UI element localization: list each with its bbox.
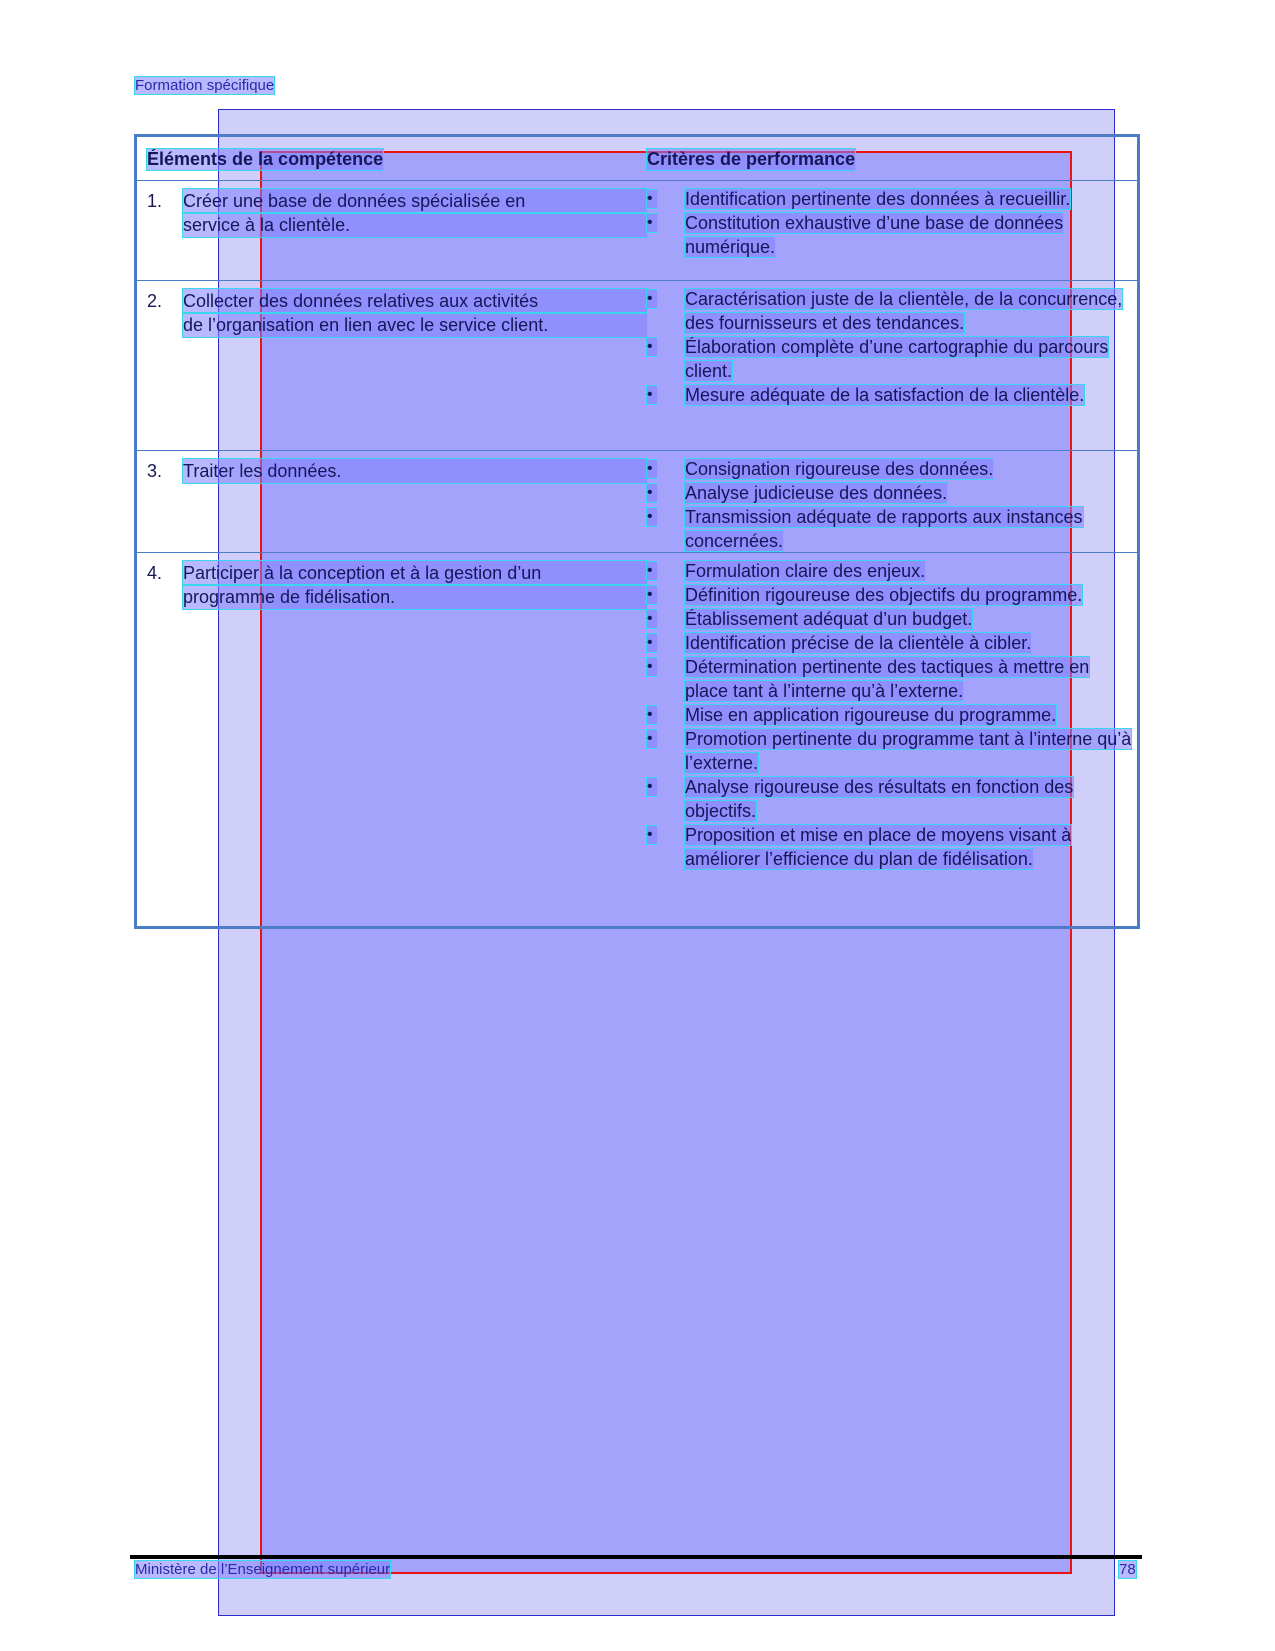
criterion-text: Formulation claire des enjeux. [685, 561, 926, 581]
bullet-icon: • [647, 508, 657, 526]
criterion-item [647, 457, 1137, 481]
criterion-item [647, 559, 1137, 583]
criterion-text: Analyse judicieuse des données. [685, 483, 948, 503]
bullet-icon: • [647, 826, 657, 844]
criterion-text: Identification précise de la clientèle à cibler. [685, 633, 1032, 653]
criterion-item [647, 287, 1137, 335]
bullet-icon: • [647, 730, 657, 748]
bullet-icon: • [647, 634, 657, 652]
criterion-item [647, 505, 1137, 553]
table-row [137, 281, 1137, 451]
criterion-item [647, 775, 1137, 823]
criterion-text: Détermination pertinente des tactiques à mettre en place tant à l’interne qu’à l’externe. [685, 657, 1090, 701]
criterion-text: Promotion pertinente du programme tant à l’interne qu’à l’externe. [685, 729, 1132, 773]
table-row [137, 181, 1137, 281]
criteria-list [647, 559, 1137, 871]
bullet-icon: • [647, 386, 657, 404]
footer-rule [130, 1555, 1142, 1559]
bullet-icon: • [647, 484, 657, 502]
bullet-icon: • [647, 338, 657, 356]
bullet-icon: • [647, 562, 657, 580]
bullet-icon: • [647, 586, 657, 604]
element-text-line: de l’organisation en lien avec le service client. [183, 313, 647, 337]
element-cell [147, 459, 647, 483]
criterion-text: Proposition et mise en place de moyens visant à améliorer l’efficience du plan de fidélisation. [685, 825, 1072, 869]
criteria-list [647, 457, 1137, 553]
criterion-text: Identification pertinente des données à recueillir. [685, 189, 1071, 209]
column-header-criteria: Critères de performance [647, 149, 856, 169]
criterion-text: Constitution exhaustive d’une base de données numérique. [685, 213, 1064, 257]
element-number: 4. [147, 563, 163, 583]
element-number: 3. [147, 461, 163, 481]
criterion-item [647, 655, 1137, 703]
criterion-item [647, 383, 1137, 407]
criterion-text: Mesure adéquate de la satisfaction de la clientèle. [685, 385, 1085, 405]
element-text-line: Collecter des données relatives aux activités [183, 289, 647, 313]
element-number: 2. [147, 291, 163, 311]
criterion-item [647, 481, 1137, 505]
criterion-item [647, 335, 1137, 383]
bullet-icon: • [647, 190, 657, 208]
criterion-text: Analyse rigoureuse des résultats en fonction des objectifs. [685, 777, 1074, 821]
table-row [137, 553, 1137, 923]
criterion-text: Transmission adéquate de rapports aux instances concernées. [685, 507, 1083, 551]
element-cell [147, 189, 647, 237]
footer-ministry: Ministère de l’Enseignement supérieur [135, 1561, 391, 1578]
element-cell [147, 289, 647, 337]
criterion-item [647, 703, 1137, 727]
bullet-icon: • [647, 658, 657, 676]
element-text-line: Créer une base de données spécialisée en [183, 189, 647, 213]
criterion-item [647, 823, 1137, 871]
column-header-elements: Éléments de la compétence [147, 149, 384, 169]
bullet-icon: • [647, 290, 657, 308]
criteria-list [647, 287, 1137, 407]
page-number: 78 [1119, 1561, 1136, 1578]
criterion-item [647, 727, 1137, 775]
criterion-text: Établissement adéquat d’un budget. [685, 609, 973, 629]
running-header: Formation spécifique [135, 77, 275, 94]
element-text-line: Participer à la conception et à la gestion d’un [183, 561, 647, 585]
bullet-icon: • [647, 214, 657, 232]
criteria-list [647, 187, 1137, 259]
criterion-item [647, 211, 1137, 259]
bullet-icon: • [647, 460, 657, 478]
criterion-item [647, 607, 1137, 631]
criterion-text: Caractérisation juste de la clientèle, de la concurrence, des fournisseurs et des tendances. [685, 289, 1123, 333]
element-text-line: service à la clientèle. [183, 213, 647, 237]
element-text-line: Traiter les données. [183, 459, 647, 483]
criterion-item [647, 631, 1137, 655]
criterion-text: Mise en application rigoureuse du programme. [685, 705, 1057, 725]
criterion-text: Consignation rigoureuse des données. [685, 459, 994, 479]
competence-table [134, 134, 1140, 929]
bullet-icon: • [647, 778, 657, 796]
bullet-icon: • [647, 706, 657, 724]
table-header-row [137, 137, 1137, 181]
bullet-icon: • [647, 610, 657, 628]
element-text-line: programme de fidélisation. [183, 585, 647, 609]
criterion-item [647, 187, 1137, 211]
element-cell [147, 561, 647, 609]
criterion-text: Élaboration complète d’une cartographie du parcours client. [685, 337, 1109, 381]
criterion-text: Définition rigoureuse des objectifs du programme. [685, 585, 1083, 605]
criterion-item [647, 583, 1137, 607]
table-row [137, 451, 1137, 553]
element-number: 1. [147, 191, 163, 211]
